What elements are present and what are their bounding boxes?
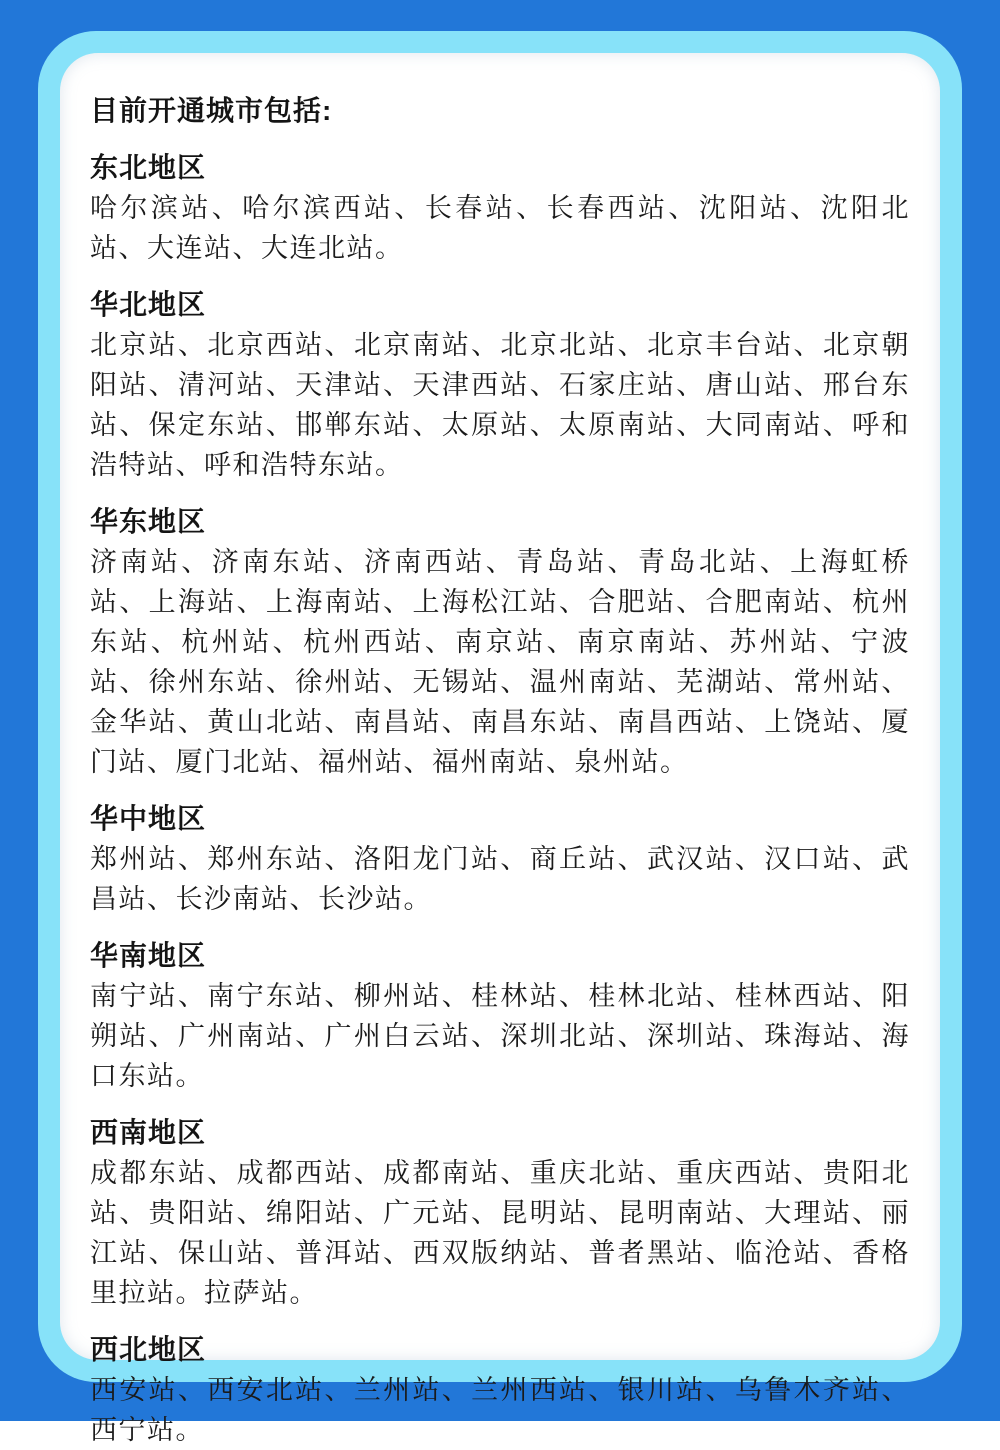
- region-stations: 西安站、西安北站、兰州站、兰州西站、银川站、乌鲁木齐站、西宁站。: [90, 1375, 910, 1445]
- region-section: [90, 502, 910, 782]
- region-stations: 郑州站、郑州东站、洛阳龙门站、商丘站、武汉站、汉口站、武昌站、长沙南站、长沙站。: [90, 844, 910, 914]
- region-stations: 北京站、北京西站、北京南站、北京北站、北京丰台站、北京朝阳站、清河站、天津站、天津西站、石家庄站、唐山站、邢台东站、保定东站、邯郸东站、太原站、太原南站、大同南站、呼和浩特站、呼和浩特东站。: [90, 330, 910, 480]
- region-stations: 济南站、济南东站、济南西站、青岛站、青岛北站、上海虹桥站、上海站、上海南站、上海松江站、合肥站、合肥南站、杭州东站、杭州站、杭州西站、南京站、南京南站、苏州站、宁波站、徐州东站、徐州站、无锡站、温州南站、芜湖站、常州站、金华站、黄山北站、南昌站、南昌东站、南昌西站、上饶站、厦门站、厦门北站、福州站、福州南站、泉州站。: [90, 547, 910, 777]
- region-title: 华北地区: [90, 289, 207, 320]
- region-title: 西南地区: [90, 1117, 207, 1148]
- region-title: 华中地区: [90, 803, 207, 834]
- region-section: [90, 1113, 910, 1313]
- region-stations: 哈尔滨站、哈尔滨西站、长春站、长春西站、沈阳站、沈阳北站、大连站、大连北站。: [90, 193, 910, 263]
- region-section: [90, 799, 910, 919]
- region-title: 东北地区: [90, 152, 207, 183]
- region-section: [90, 148, 910, 268]
- region-title: 西北地区: [90, 1334, 207, 1365]
- station-card-inner: [60, 53, 940, 1445]
- region-section: [90, 1330, 910, 1450]
- region-title: 华东地区: [90, 506, 207, 537]
- region-section: [90, 936, 910, 1096]
- station-card-content: [90, 91, 910, 1450]
- page-title: 目前开通城市包括:: [90, 95, 333, 126]
- region-stations: 成都东站、成都西站、成都南站、重庆北站、重庆西站、贵阳北站、贵阳站、绵阳站、广元站、昆明站、昆明南站、大理站、丽江站、保山站、普洱站、西双版纳站、普者黑站、临沧站、香格里拉站。拉萨站。: [90, 1158, 910, 1308]
- region-stations: 南宁站、南宁东站、柳州站、桂林站、桂林北站、桂林西站、阳朔站、广州南站、广州白云站、深圳北站、深圳站、珠海站、海口东站。: [90, 981, 910, 1091]
- region-section: [90, 285, 910, 485]
- region-title: 华南地区: [90, 940, 207, 971]
- station-card: [38, 31, 962, 1445]
- regions-list: [90, 148, 910, 1450]
